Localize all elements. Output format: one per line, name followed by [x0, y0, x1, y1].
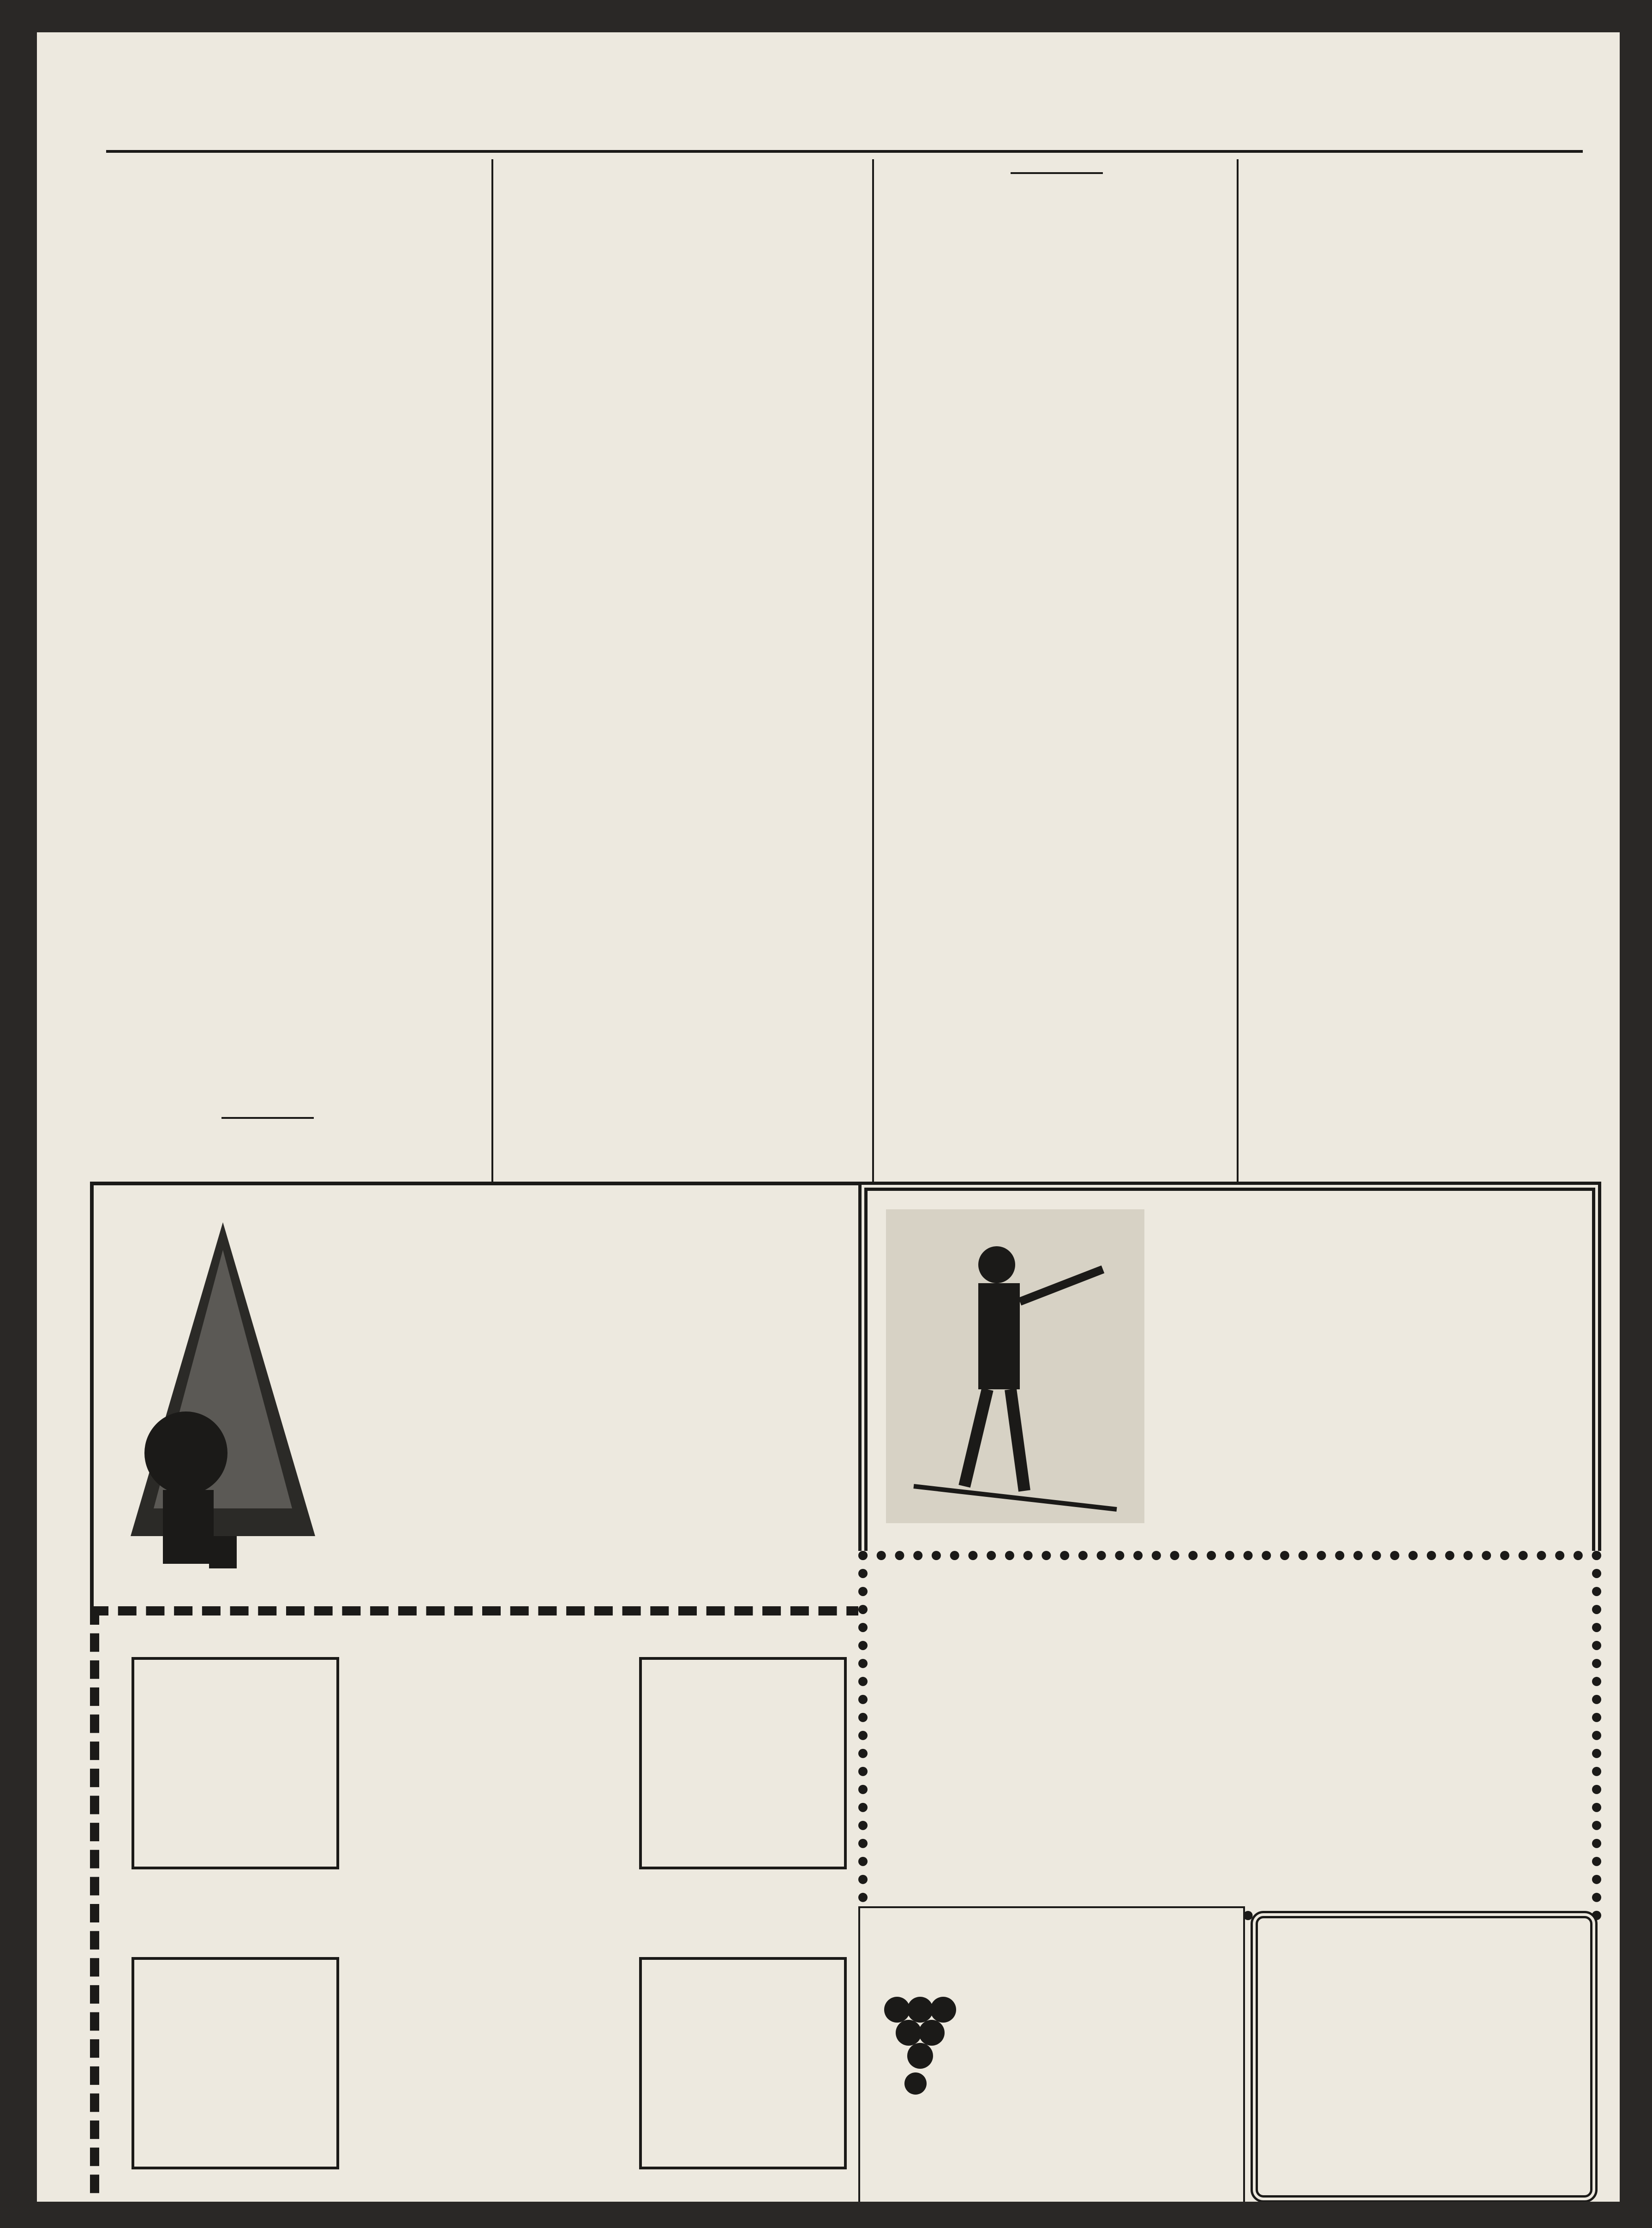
article-divider — [1011, 172, 1103, 174]
article-column-1 — [111, 164, 480, 1110]
ad-schoellinger — [1251, 1911, 1598, 2202]
ad-ignaz-ulbrich — [90, 1606, 893, 2202]
ad-sporthaus-sieber — [858, 1182, 1601, 1569]
ad-box — [639, 1657, 847, 1869]
ad-weihnachts-ausstellung — [90, 1182, 882, 1614]
ad-der-kenner — [858, 1906, 1245, 2202]
skier-illustration — [886, 1209, 1144, 1523]
ad-box — [132, 1957, 339, 2169]
header-rule — [106, 150, 1583, 153]
article-column-2 — [503, 164, 863, 1191]
christmas-tree-illustration — [108, 1213, 338, 1573]
article-column-4 — [1248, 164, 1580, 1191]
column-divider — [491, 159, 493, 1191]
ad-zum-strumpfkoenig — [858, 1551, 1601, 1920]
section-end-rule — [221, 1117, 314, 1119]
column-divider — [872, 159, 874, 1191]
article-column-3 — [884, 164, 1230, 1191]
grapes-illustration — [869, 1977, 962, 2116]
ad-box — [639, 1957, 847, 2169]
newspaper-page — [37, 32, 1620, 2202]
ad-box — [132, 1657, 339, 1869]
column-divider — [1237, 159, 1239, 1191]
